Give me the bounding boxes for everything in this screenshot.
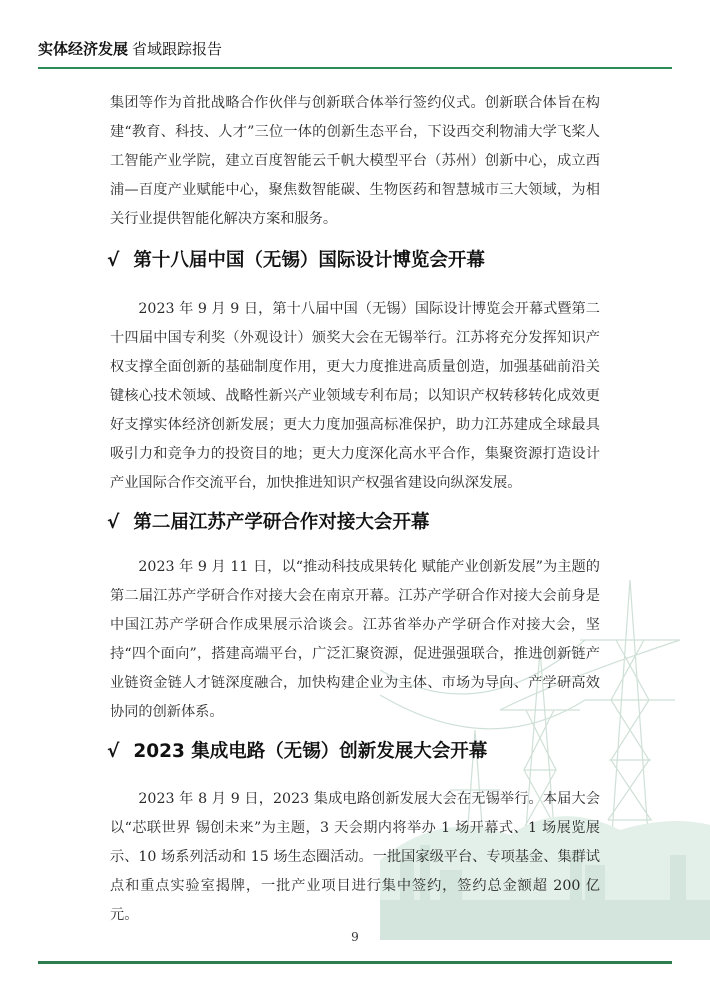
section-body-ic-conference: 2023 年 8 月 9 日，2023 集成电路创新发展大会在无锡举行。本届大会以“芯联世界 锡创未来”为主题，3 天会期内将举办 1 场开幕式、1 场展览展示、10 场系列活动和 15 场生态圈活动。一批国家级平台、专项基金、集群试点和重点实验室揭牌，一批产业项目进行集中签约，签约总金额超 200 亿元。 bbox=[110, 791, 600, 923]
section-body-design-expo: 2023 年 9 月 9 日，第十八届中国（无锡）国际设计博览会开幕式暨第二十四届中国专利奖（外观设计）颁奖大会在无锡举行。江苏将充分发挥知识产权支撑全面创新的基础制度作用，更大力度推进高质量创造，加强基础前沿关键核心技术领域、战略性新兴产业领域专利布局；以知识产权转移转化成效更好支撑实体经济创新发展；更大力度加强高标准保护，助力江苏建成全球最具吸引力和竞争力的投资目的地；更大力度深化高水平合作，集聚资源打造设计产业国际合作交流平台，加快推进知识产权强省建设向纵深发展。 bbox=[110, 301, 600, 491]
page-number: 9 bbox=[351, 930, 359, 944]
checkmark-icon: √ bbox=[107, 512, 120, 533]
header-title: 实体经济发展 bbox=[38, 40, 129, 58]
checkmark-icon: √ bbox=[107, 250, 120, 271]
section-heading-text: 2023 集成电路（无锡）创新发展大会开幕 bbox=[133, 741, 488, 762]
section-heading-text: 第二届江苏产学研合作对接大会开幕 bbox=[133, 512, 430, 533]
footer-rule bbox=[38, 961, 672, 964]
section-heading-text: 第十八届中国（无锡）国际设计博览会开幕 bbox=[133, 250, 485, 271]
header-subtitle: 省域跟踪报告 bbox=[132, 40, 223, 58]
intro-paragraph: 集团等作为首批战略合作伙伴与创新联合体举行签约仪式。创新联合体旨在构建“教育、科技、人才”三位一体的创新生态平台，下设西交利物浦大学飞桨人工智能产业学院，建立百度智能云千帆大模型平台（苏州）创新中心，成立西浦—百度产业赋能中心，聚焦数智能碳、生物医药和智慧城市三大领域，为相关行业提供智能化解决方案和服务。 bbox=[110, 95, 600, 227]
checkmark-icon: √ bbox=[107, 741, 120, 762]
section-heading-design-expo bbox=[107, 246, 485, 272]
section-heading-ic-conference bbox=[107, 737, 487, 763]
section-heading-industry-academia bbox=[107, 508, 429, 534]
section-body-industry-academia: 2023 年 9 月 11 日，以“推动科技成果转化 赋能产业创新发展”为主题的第二届江苏产学研合作对接大会在南京开幕。江苏产学研合作对接大会前身是中国江苏产学研合作成果展示洽谈会。江苏省举办产学研合作对接大会，坚持“四个面向”，搭建高端平台，广泛汇聚资源，促进强强联合，推进创新链产业链资金链人才链深度融合，加快构建企业为主体、市场为导向、产学研高效协同的创新体系。 bbox=[110, 559, 600, 720]
header-rule bbox=[38, 67, 672, 69]
running-header bbox=[38, 38, 222, 59]
